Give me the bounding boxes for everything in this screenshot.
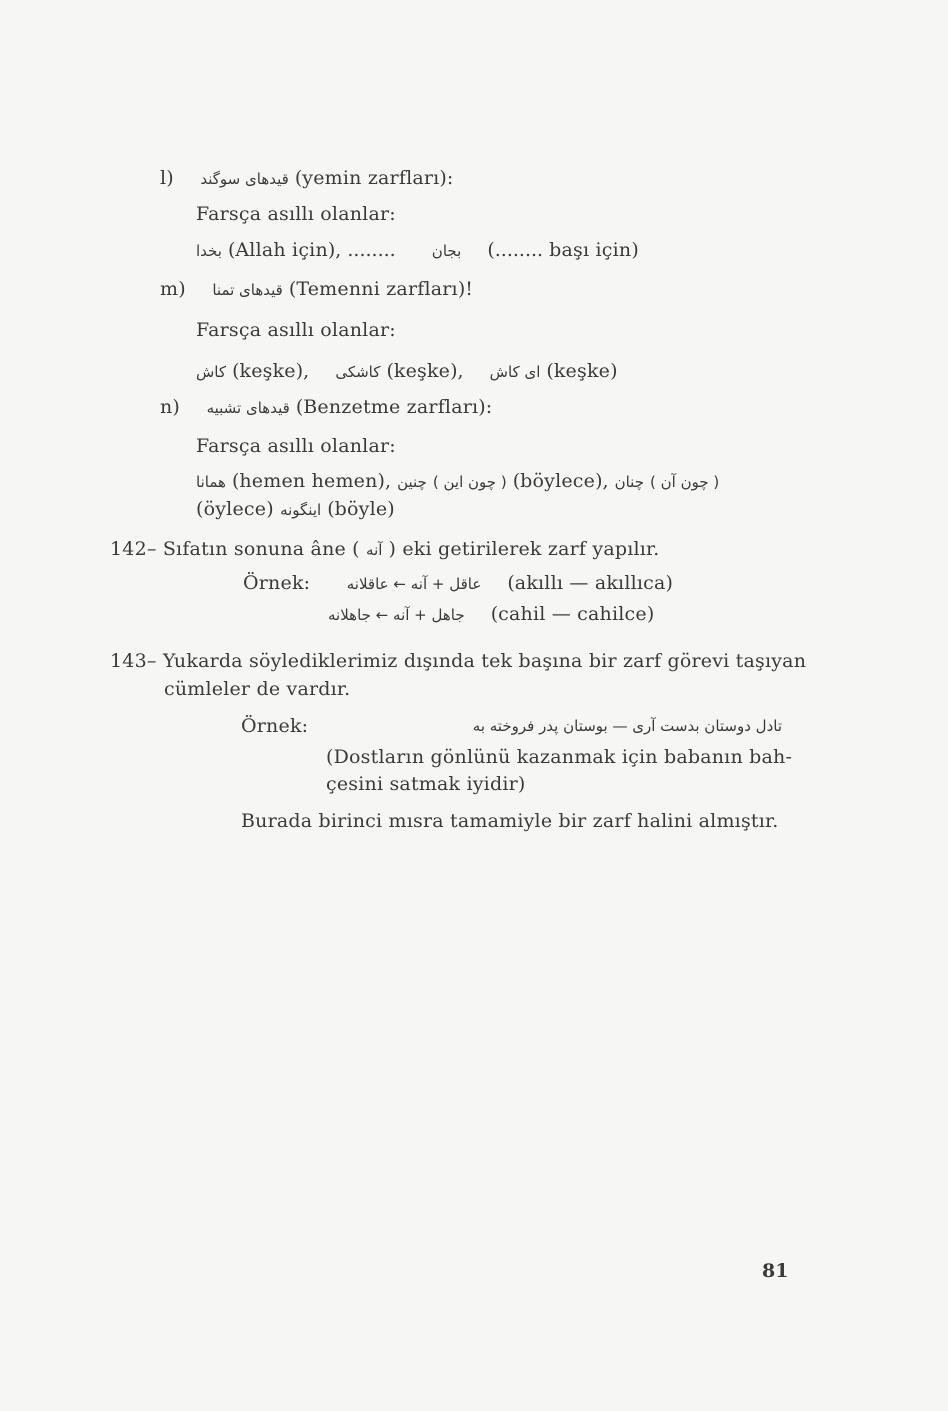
- persian-term: قیدهای تمنا: [212, 281, 283, 299]
- section-l-examples: [196, 238, 639, 263]
- translation: (Allah için),: [227, 239, 342, 261]
- verse-translation-line-2: çesini satmak iyidir): [326, 773, 526, 795]
- page-number: 81: [762, 1260, 789, 1282]
- translation: (keşke),: [386, 360, 464, 382]
- section-marker: l): [160, 167, 174, 189]
- verse-translation-line-1: (Dostların gönlünü kazanmak için babanın bah-: [326, 746, 793, 768]
- paragraph-text: Yukarda söylediklerimiz dışında tek başına bir zarf görevi taşıyan: [162, 650, 807, 672]
- example-row-1: [243, 571, 673, 596]
- section-m-heading: [160, 277, 473, 302]
- origin-label: Farsça asıllı olanlar:: [196, 319, 396, 341]
- section-m-examples: [196, 359, 618, 384]
- section-n-heading: [160, 395, 492, 420]
- translation: (böylece),: [512, 470, 609, 492]
- persian-suffix: آنه: [366, 541, 383, 559]
- translation: (böyle): [327, 498, 395, 520]
- conclusion: Burada birinci mısra tamamiyle bir zarf halini almıştır.: [241, 810, 779, 832]
- persian-paren: ( چون آن ): [650, 473, 720, 491]
- persian-word: چنان: [614, 473, 644, 491]
- paragraph-142: [110, 537, 659, 562]
- persian-derivation: جاهل + آنه ← جاهلانه: [328, 606, 465, 624]
- translation: (cahil — cahilce): [490, 603, 655, 625]
- example-row-2: [328, 602, 654, 627]
- translation: (keşke): [546, 360, 618, 382]
- persian-paren: ( چون این ): [432, 473, 507, 491]
- section-title: (yemin zarfları):: [294, 167, 454, 189]
- paragraph-number: 143–: [110, 650, 157, 672]
- persian-word: کاشکی: [335, 363, 381, 381]
- origin-label: Farsça asıllı olanlar:: [196, 203, 396, 225]
- persian-word: بخدا: [196, 242, 222, 260]
- persian-term: قیدهای تشبیه: [206, 399, 290, 417]
- section-marker: m): [160, 278, 186, 300]
- persian-derivation: عاقل + آنه ← عاقلانه: [346, 575, 482, 593]
- persian-word: اینگونه: [280, 501, 322, 519]
- persian-word: کاش: [196, 363, 227, 381]
- paragraph-text: ) eki getirilerek zarf yapılır.: [388, 538, 660, 560]
- persian-word: همانا: [196, 473, 226, 491]
- translation-open: (........: [487, 239, 544, 261]
- persian-term: قیدهای سوگند: [200, 170, 289, 188]
- translation: (hemen hemen),: [231, 470, 392, 492]
- paragraph-143-line-2: cümleler de vardır.: [164, 678, 351, 700]
- example-label: Örnek:: [243, 572, 311, 594]
- paragraph-number: 142–: [110, 538, 157, 560]
- section-title: (Temenni zarfları)!: [288, 278, 473, 300]
- origin-label: Farsça asıllı olanlar:: [196, 435, 396, 457]
- persian-word: ای کاش: [489, 363, 541, 381]
- translation: (akıllı — akıllıca): [507, 572, 673, 594]
- translation: (öylece): [196, 498, 274, 520]
- translation-rest: başı için): [549, 239, 639, 261]
- persian-word: چنین: [397, 473, 427, 491]
- persian-verse: تادل دوستان بدست آری — بوستان پدر فروخته به: [472, 717, 782, 735]
- paragraph-text: Sıfatın sonuna âne (: [162, 538, 360, 560]
- translation: (keşke),: [232, 360, 310, 382]
- section-title: (Benzetme zarfları):: [295, 396, 493, 418]
- section-l-heading: [160, 166, 453, 191]
- example-label: Örnek:: [241, 715, 309, 737]
- section-n-examples-1: [196, 469, 719, 494]
- paragraph-143-line-1: [110, 649, 806, 673]
- section-n-examples-2: [196, 497, 395, 522]
- ellipsis-dots: ........: [347, 239, 396, 261]
- section-marker: n): [160, 396, 181, 418]
- persian-word: بجان: [431, 242, 462, 260]
